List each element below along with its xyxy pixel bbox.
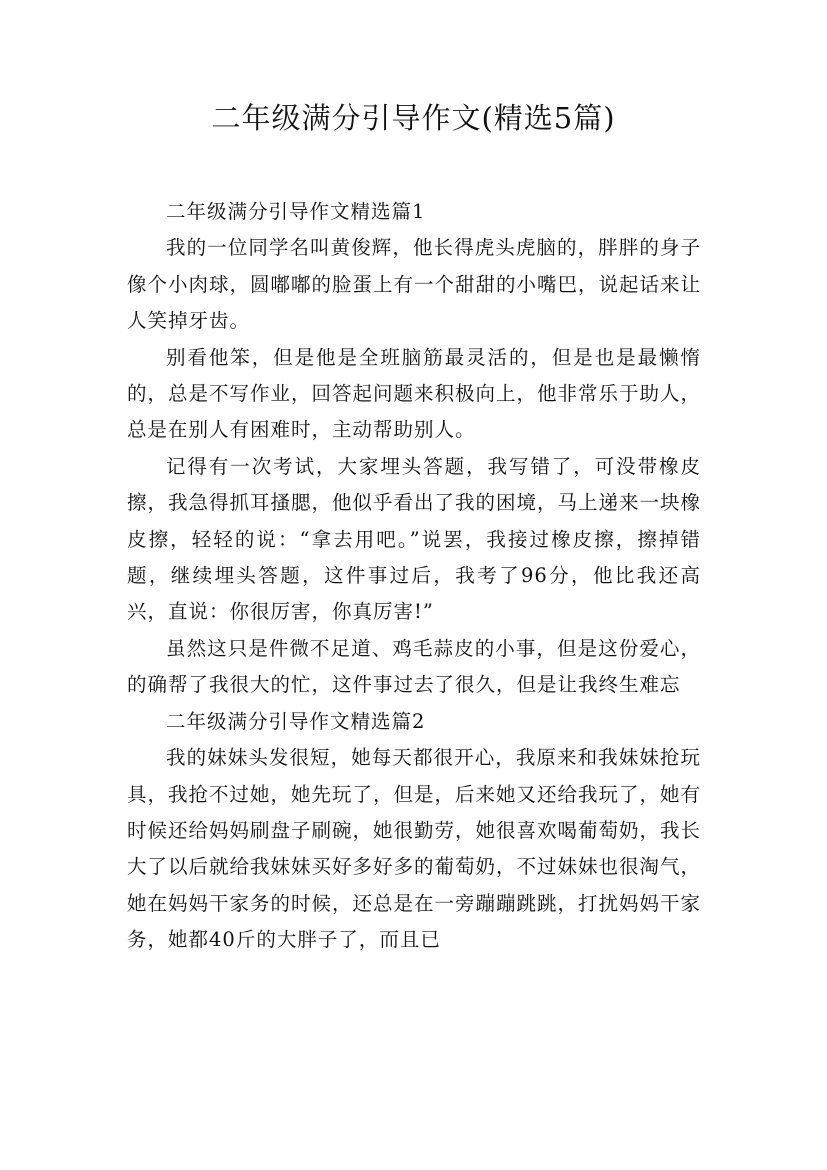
section-heading-1: 二年级满分引导作文精选篇1 [166, 200, 426, 223]
paragraph: 我的妹妹头发很短，她每天都很开心，我原来和我妹妹抢玩具，我抢不过她，她先玩了，但是，后来她又还给我玩了，她有时候还给妈妈刷盘子刷碗，她很勤劳，她很喜欢喝葡萄奶，我长大了以后就给我妹妹买好多好多的葡萄奶，不过妹妹也很淘气，她在妈妈干家务的时候，还总是在一旁蹦蹦跳跳，打扰妈妈干家务，她都40斤的大胖子了，而且已 [127, 746, 702, 952]
section-heading-2: 二年级满分引导作文精选篇2 [166, 709, 426, 733]
document-title: 二年级满分引导作文(精选5篇) [211, 101, 616, 135]
paragraph: 虽然这只是件微不足道、鸡毛蒜皮的小事，但是这份爱心，的确帮了我很大的忙，这件事过去了很久，但是让我终生难忘 [127, 636, 701, 697]
paragraph: 别看他笨，但是他是全班脑筋最灵活的，但是也是最懒惰的，总是不写作业，回答起问题来积极向上，他非常乐于助人，总是在别人有困难时，主动帮助别人。 [127, 345, 702, 442]
paragraph: 我的一位同学名叫黄俊辉，他长得虎头虎脑的，胖胖的身子像个小肉球，圆嘟嘟的脸蛋上有一个甜甜的小嘴巴，说起话来让人笑掉牙齿。 [127, 236, 702, 333]
paragraph: 记得有一次考试，大家埋头答题，我写错了，可没带橡皮擦，我急得抓耳搔腮，他似乎看出了我的困境，马上递来一块橡皮擦，轻轻的说：“拿去用吧。”说罢，我接过橡皮擦，擦掉错题，继续埋头答题，这件事过后，我考了96分，他比我还高兴，直说：你很厉害，你真厉害!” [127, 454, 702, 624]
document-body [127, 194, 701, 959]
